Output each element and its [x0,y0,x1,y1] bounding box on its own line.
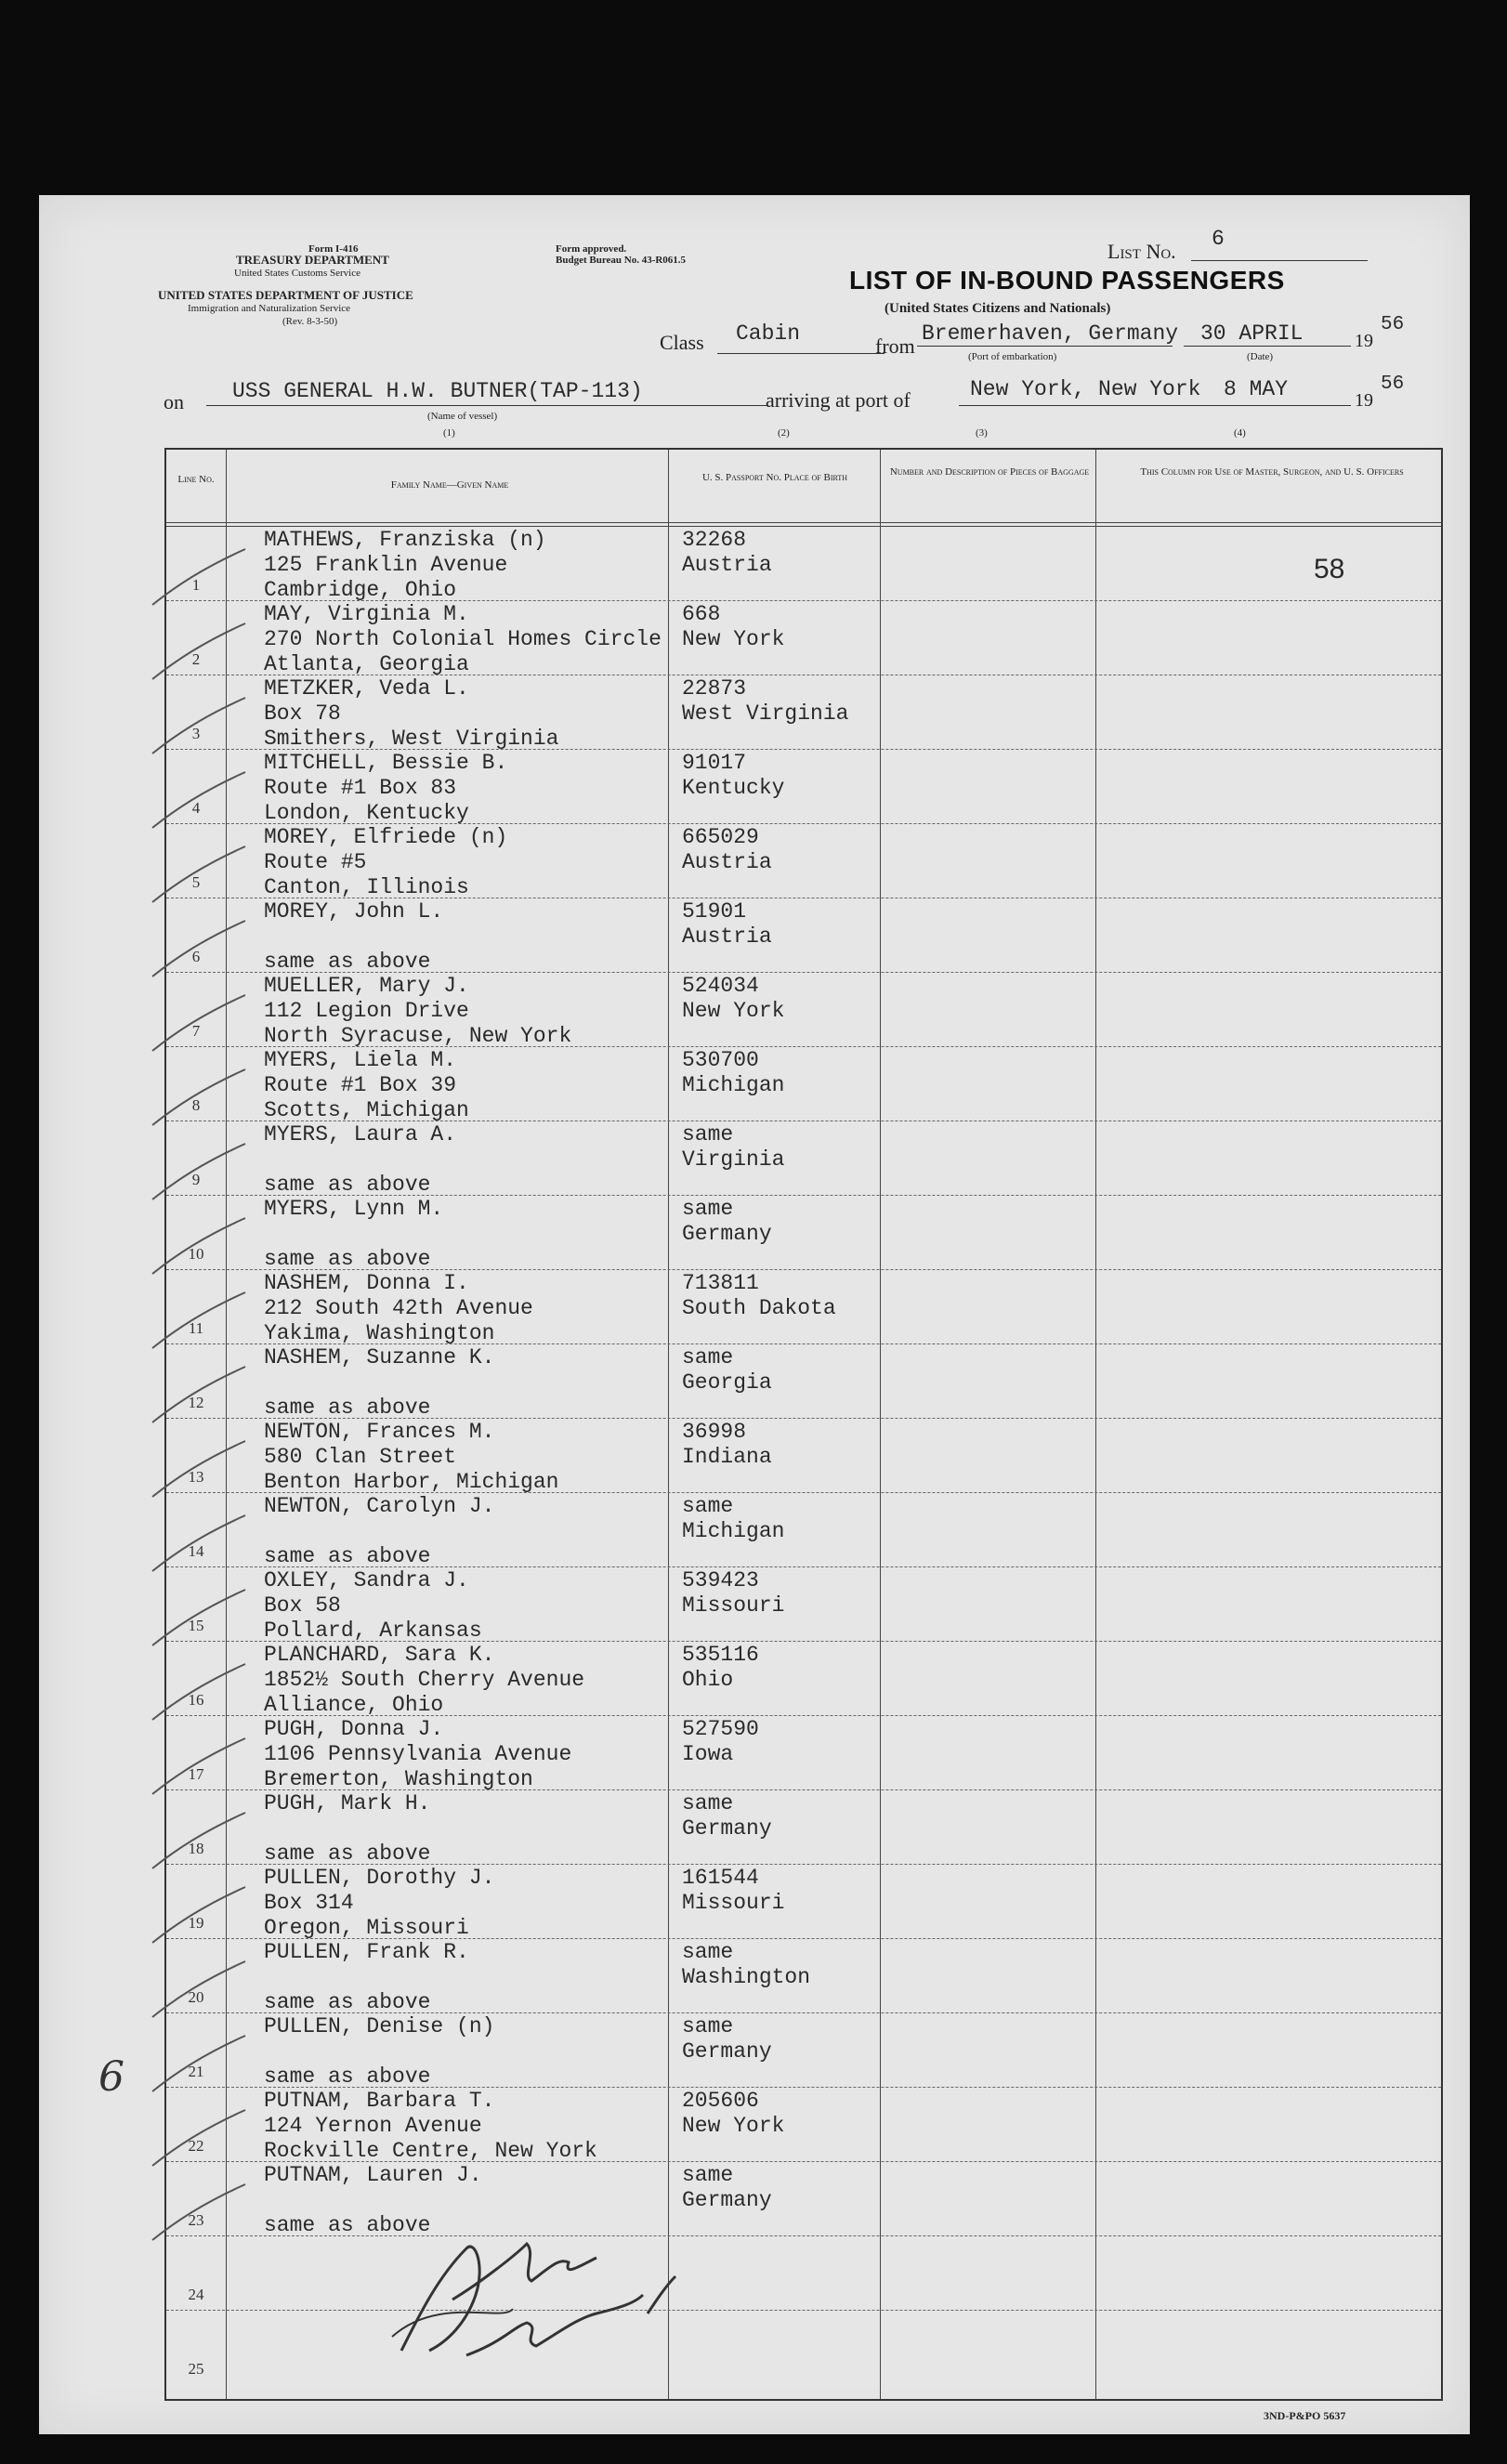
address-city: Cambridge, Ohio [264,578,457,602]
arriving-label: arriving at port of [766,388,911,412]
place-of-birth: Kentucky [682,776,785,800]
passport-number: 665029 [682,825,759,849]
address-street: Route #5 [264,850,367,874]
check-mark [148,1957,250,2022]
margin-note: 6 [98,2053,124,2101]
embark-underline [917,346,1173,347]
passenger-name: NEWTON, Carolyn J. [264,1494,495,1518]
footer-code: 3ND-P&PO 5637 [1264,2409,1346,2422]
passenger-name: MYERS, Laura A. [264,1122,457,1147]
passport-number: 539423 [682,1568,759,1592]
check-mark [148,2105,250,2170]
check-mark [148,1213,250,1278]
passport-number: 668 [682,602,721,626]
address-city: same as above [264,1396,431,1420]
place-of-birth: New York [682,2114,785,2138]
form-number: Form I-416 [308,243,359,255]
address-street: Box 78 [264,701,341,726]
passport-number: 32268 [682,528,747,552]
manifest-title: LIST OF IN-BOUND PASSENGERS [849,266,1285,295]
col-num-2: (2) [778,427,790,439]
line-number: 24 [188,2286,204,2303]
budget-bureau: Budget Bureau No. 43-R061.5 [556,255,687,266]
place-of-birth: Michigan [682,1519,785,1543]
check-mark [148,2180,250,2245]
address-city: Smithers, West Virginia [264,727,559,751]
place-of-birth: Iowa [682,1742,734,1766]
passport-number: 713811 [682,1271,759,1295]
line-number: 11 [188,1319,204,1337]
line-number: 7 [191,1022,201,1040]
check-mark [148,842,250,907]
check-mark [148,990,250,1055]
check-mark [148,1288,250,1353]
passenger-name: NASHEM, Donna I. [264,1271,469,1295]
place-of-birth: Missouri [682,1891,785,1915]
check-mark [148,544,250,609]
passenger-name: MOREY, Elfriede (n) [264,825,508,849]
line-number: 25 [188,2360,204,2378]
treasury-dept: TREASURY DEPARTMENT [236,253,389,267]
address-city: Canton, Illinois [264,875,469,899]
on-label: on [164,390,184,413]
place-of-birth: Indiana [682,1445,772,1469]
place-of-birth: Michigan [682,1073,785,1097]
place-of-birth: Virginia [682,1147,785,1172]
passport-number: 527590 [682,1717,759,1741]
passport-number: 535116 [682,1643,759,1667]
embark-caption: (Port of embarkation) [968,351,1057,362]
line-number: 10 [188,1245,204,1263]
check-mark [148,1511,250,1576]
place-of-birth: Missouri [682,1593,785,1618]
address-street: 124 Yernon Avenue [264,2114,482,2138]
col-num-1: (1) [443,427,455,439]
header-baggage: Number and Description of Pieces of Baggage [889,466,1090,478]
place-of-birth: Washington [682,1965,811,1989]
check-mark [148,1362,250,1427]
place-of-birth: Germany [682,1816,772,1841]
vessel-caption: (Name of vessel) [427,411,498,422]
line-number: 20 [188,1988,204,2006]
address-city: Rockville Centre, New York [264,2139,597,2163]
address-city: Scotts, Michigan [264,1098,469,1122]
vessel-underline [206,405,768,406]
check-mark [148,1585,250,1650]
passenger-name: MOREY, John L. [264,899,444,924]
passenger-name: PUGH, Mark H. [264,1791,431,1815]
passport-number: 36998 [682,1420,747,1444]
justice-dept: UNITED STATES DEPARTMENT OF JUSTICE [158,288,413,302]
address-city: London, Kentucky [264,801,469,825]
passenger-name: MAY, Virginia M. [264,602,469,626]
class-value: Cabin [736,321,801,346]
address-street: 212 South 42th Avenue [264,1296,533,1320]
address-city: same as above [264,2213,431,2237]
address-street: 580 Clan Street [264,1445,457,1469]
line-number: 14 [188,1542,204,1560]
check-mark [148,1659,250,1724]
ins-service: Immigration and Naturalization Service [188,303,351,314]
check-mark [148,693,250,758]
passport-number: same [682,1197,734,1221]
embark-port: Bremerhaven, Germany [922,321,1179,346]
year-prefix: 19 [1355,331,1373,351]
place-of-birth: Ohio [682,1668,734,1692]
passport-number: 22873 [682,676,747,701]
header-line-no: Line No. [177,474,215,485]
passenger-name: MYERS, Liela M. [264,1048,457,1072]
arrival-year-prefix: 19 [1355,390,1373,411]
check-mark [148,767,250,832]
passport-number: same [682,2014,734,2038]
line-number: 5 [191,873,201,891]
line-number: 4 [191,799,201,817]
row-divider [166,2310,1441,2311]
check-mark [148,916,250,981]
line-number: 8 [191,1096,201,1114]
passport-number: same [682,1940,734,1964]
line-number: 19 [188,1914,204,1932]
check-mark [148,619,250,684]
address-street: Box 58 [264,1593,341,1618]
passport-number: 524034 [682,974,759,998]
passport-number: 530700 [682,1048,759,1072]
passport-number: same [682,1122,734,1147]
departure-year: 56 [1381,314,1405,335]
line-number: 18 [188,1840,204,1857]
address-street: 112 Legion Drive [264,999,469,1023]
check-mark [148,1734,250,1799]
passenger-name: MATHEWS, Franziska (n) [264,528,546,552]
passenger-name: METZKER, Veda L. [264,676,469,701]
col-divider [668,450,669,2399]
class-underline [717,353,885,354]
passport-number: same [682,2163,734,2187]
line-number: 13 [188,1468,204,1486]
place-of-birth: New York [682,999,785,1023]
class-label: Class [660,331,704,354]
address-city: Pollard, Arkansas [264,1619,482,1643]
check-mark [148,1808,250,1873]
place-of-birth: Georgia [682,1370,772,1395]
address-street: 125 Franklin Avenue [264,553,508,577]
passenger-table [164,448,1443,2401]
line-number: 2 [191,650,201,668]
address-city: Oregon, Missouri [264,1916,469,1940]
col-num-3: (3) [976,427,988,439]
check-mark [148,2031,250,2096]
list-no-label: List No. [1107,240,1176,263]
passenger-name: PUTNAM, Lauren J. [264,2163,482,2187]
place-of-birth: West Virginia [682,701,849,726]
passport-number: 161544 [682,1866,759,1890]
address-city: same as above [264,2064,431,2089]
address-street: 270 North Colonial Homes Circle [264,627,662,651]
customs-service: United States Customs Service [234,268,360,279]
address-city: same as above [264,1841,431,1866]
arrival-port: New York, New York [970,377,1201,401]
place-of-birth: Austria [682,553,772,577]
line-number: 1 [191,576,201,594]
arrival-date: 8 MAY [1224,377,1289,401]
line-number: 22 [188,2137,204,2155]
vessel-name: USS GENERAL H.W. BUTNER(TAP-113) [232,379,643,403]
address-city: same as above [264,950,431,974]
address-city: Atlanta, Georgia [264,652,469,676]
address-street: 1106 Pennsylvania Avenue [264,1742,572,1766]
address-city: Yakima, Washington [264,1321,495,1345]
passenger-name: MYERS, Lynn M. [264,1197,444,1221]
passenger-name: PUGH, Donna J. [264,1717,444,1741]
header-name: Family Name—Given Name [390,479,509,491]
line-number: 9 [191,1171,201,1188]
passenger-name: PULLEN, Denise (n) [264,2014,495,2038]
address-street: Box 314 [264,1891,354,1915]
line-number: 6 [191,948,201,965]
arrival-underline [959,405,1351,406]
manifest-page [39,195,1470,2434]
check-mark [148,1139,250,1204]
date-caption: (Date) [1247,351,1274,362]
list-no-underline [1191,260,1368,261]
address-street: Route #1 Box 83 [264,776,457,800]
arrival-year: 56 [1381,374,1405,395]
line-number: 15 [188,1617,204,1634]
header-divider [166,522,1441,523]
col-divider [1095,450,1096,2399]
passenger-name: MITCHELL, Bessie B. [264,751,508,775]
place-of-birth: Germany [682,2188,772,2212]
header-officers: This Column for Use of Master, Surgeon, and U. S. Officers [1140,466,1404,478]
address-city: same as above [264,1173,431,1197]
form-approved: Form approved. [556,243,627,255]
col-num-4: (4) [1234,427,1246,439]
header-passport: U. S. Passport No. Place of Birth [701,472,848,483]
list-no-value: 6 [1212,227,1225,251]
header-divider [166,526,1441,527]
revision: (Rev. 8-3-50) [282,316,338,327]
from-label: from [875,334,915,358]
place-of-birth: Austria [682,850,772,874]
address-city: North Syracuse, New York [264,1024,572,1048]
manifest-subtitle: (United States Citizens and Nationals) [885,301,1111,316]
passport-number: same [682,1791,734,1815]
signature [364,2211,754,2369]
officer-note: 58 [1314,554,1345,584]
line-number: 16 [188,1691,204,1709]
line-number: 23 [188,2211,204,2229]
line-number: 3 [191,725,201,742]
passenger-name: PULLEN, Dorothy J. [264,1866,495,1890]
passport-number: 91017 [682,751,747,775]
passenger-name: NASHEM, Suzanne K. [264,1345,495,1370]
place-of-birth: Germany [682,1222,772,1246]
passenger-name: PUTNAM, Barbara T. [264,2089,495,2113]
departure-date: 30 APRIL [1200,321,1304,346]
passport-number: same [682,1494,734,1518]
passenger-name: PLANCHARD, Sara K. [264,1643,495,1667]
check-mark [148,1436,250,1501]
date-underline [1184,346,1351,347]
place-of-birth: South Dakota [682,1296,836,1320]
check-mark [148,1882,250,1947]
address-city: same as above [264,1544,431,1568]
address-city: same as above [264,1990,431,2014]
line-number: 17 [188,1765,204,1783]
check-mark [148,1065,250,1130]
address-city: Alliance, Ohio [264,1693,444,1717]
passenger-name: OXLEY, Sandra J. [264,1568,469,1592]
line-number: 21 [188,2063,204,2080]
place-of-birth: New York [682,627,785,651]
address-city: Benton Harbor, Michigan [264,1470,559,1494]
place-of-birth: Austria [682,924,772,949]
line-number: 12 [188,1394,204,1411]
passenger-name: MUELLER, Mary J. [264,974,469,998]
address-city: same as above [264,1247,431,1271]
place-of-birth: Germany [682,2039,772,2064]
passport-number: 51901 [682,899,747,924]
passport-number: 205606 [682,2089,759,2113]
address-street: Route #1 Box 39 [264,1073,457,1097]
address-city: Bremerton, Washington [264,1767,533,1791]
passport-number: same [682,1345,734,1370]
passenger-name: NEWTON, Frances M. [264,1420,495,1444]
passenger-name: PULLEN, Frank R. [264,1940,469,1964]
col-divider [880,450,881,2399]
address-street: 1852½ South Cherry Avenue [264,1668,585,1692]
